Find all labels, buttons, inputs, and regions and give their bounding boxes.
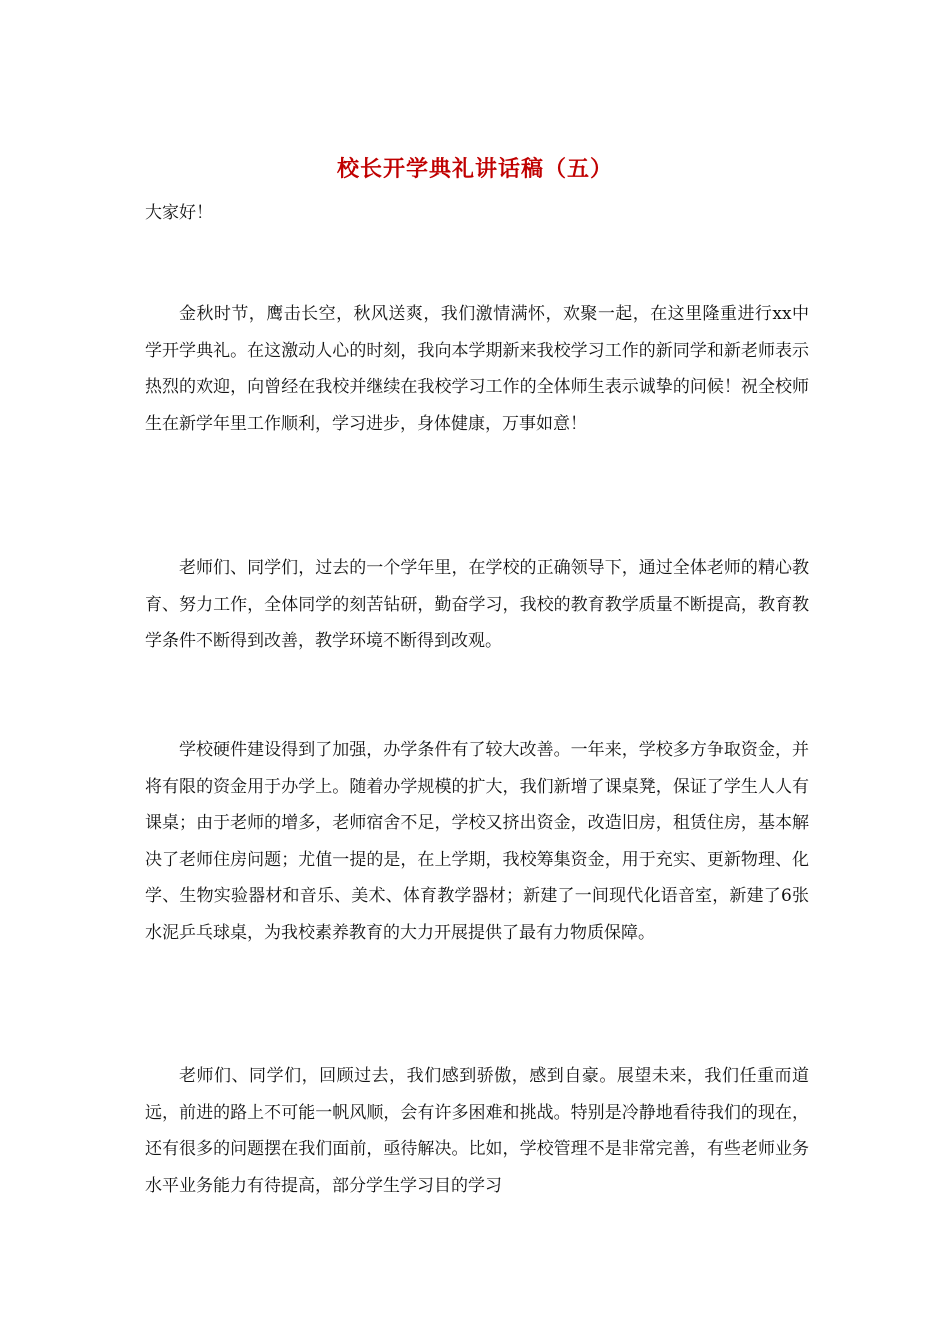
- paragraph-3: 学校硬件建设得到了加强，办学条件有了较大改善。一年来，学校多方争取资金，并将有限的资金用于办学上。随着办学规模的扩大，我们新增了课桌凳，保证了学生人人有课桌；由于老师的增多，老师宿舍不足，学校又挤出资金，改造旧房，租赁住房，基本解决了老师住房问题；尤值一提的是，在上学期，我校筹集资金，用于充实、更新物理、化学、生物实验器材和音乐、美术、体育教学器材；新建了一间现代化语音室，新建了6张水泥乒乓球桌，为我校素养教育的大力开展提供了最有力物质保障。: [145, 740, 809, 943]
- paragraph-2: 老师们、同学们，过去的一个学年里，在学校的正确领导下，通过全体老师的精心教育、努力工作，全体同学的刻苦钻研，勤奋学习，我校的教育教学质量不断提高，教育教学条件不断得到改善，教学环境不断得到改观。: [145, 558, 809, 651]
- paragraph-1: 金秋时节，鹰击长空，秋风送爽，我们激情满怀，欢聚一起，在这里隆重进行xx中学开学典礼。在这激动人心的时刻，我向本学期新来我校学习工作的新同学和新老师表示热烈的欢迎，向曾经在我校并继续在我校学习工作的全体师生表示诚挚的问候！祝全校师生在新学年里工作顺利，学习进步，身体健康，万事如意！: [145, 304, 809, 434]
- greeting: 大家好！: [145, 203, 213, 223]
- paragraph-4: 老师们、同学们，回顾过去，我们感到骄傲，感到自豪。展望未来，我们任重而道远，前进的路上不可能一帆风顺，会有许多困难和挑战。特别是冷静地看待我们的现在，还有很多的问题摆在我们面前，亟待解决。比如，学校管理不是非常完善，有些老师业务水平业务能力有待提高，部分学生学习目的学习: [145, 1066, 809, 1196]
- document-title: 校长开学典礼讲话稿（五）: [336, 156, 613, 182]
